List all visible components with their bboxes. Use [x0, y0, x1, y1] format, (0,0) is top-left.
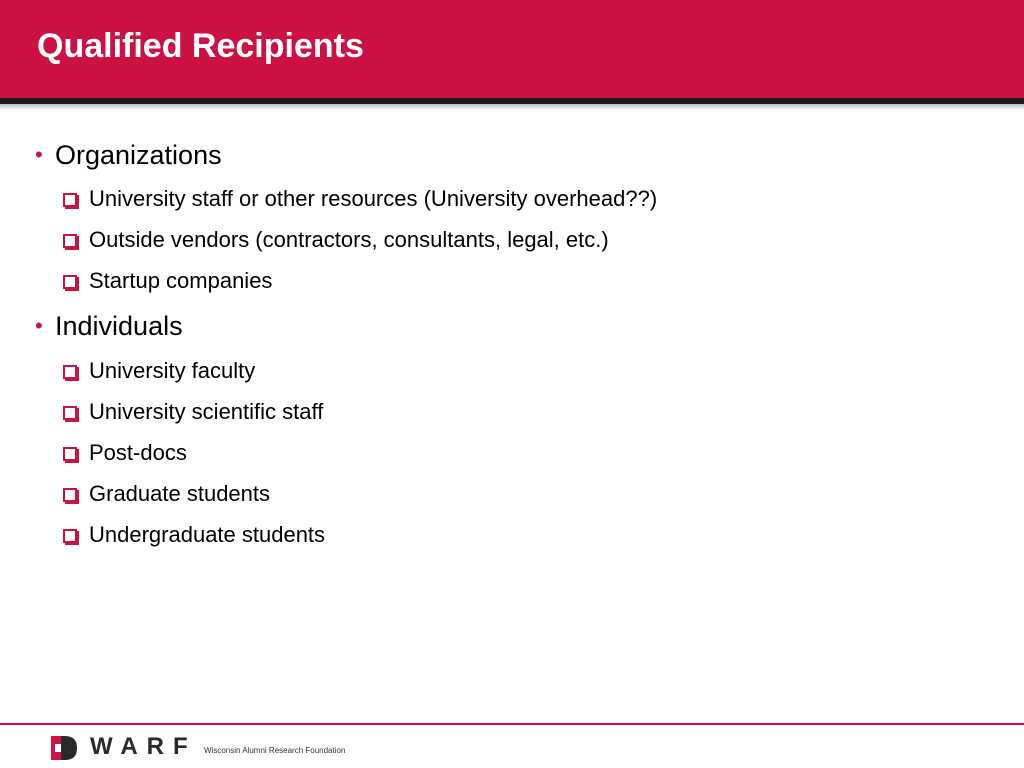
title-bar — [0, 0, 1024, 98]
checkbox-square-icon — [63, 193, 77, 207]
bullet-dot-icon: • — [35, 142, 43, 167]
sub-bullet — [63, 226, 609, 254]
logo-subtitle: Wisconsin Alumni Research Foundation — [204, 746, 346, 755]
bullet-individuals — [35, 309, 183, 343]
checkbox-square-icon — [63, 406, 77, 420]
bullet-organizations — [35, 138, 222, 172]
warf-logo-icon — [51, 736, 77, 760]
sub-bullet — [63, 439, 187, 467]
bullet-dot-icon: • — [35, 313, 43, 338]
checkbox-square-icon — [63, 529, 77, 543]
sub-bullet-label: University staff or other resources (University overhead??) — [89, 186, 658, 211]
sub-bullet-label: Outside vendors (contractors, consultants, legal, etc.) — [89, 227, 609, 252]
sub-bullet — [63, 480, 270, 508]
sub-bullet — [63, 357, 255, 385]
footer-divider — [0, 723, 1024, 725]
checkbox-square-icon — [63, 365, 77, 379]
sub-bullet-label: Startup companies — [89, 268, 273, 293]
bullet-label: Organizations — [55, 140, 222, 170]
logo-wordmark: WARF — [90, 733, 197, 760]
sub-bullet — [63, 521, 325, 549]
checkbox-square-icon — [63, 234, 77, 248]
slide-title: Qualified Recipients — [37, 27, 364, 65]
sub-bullet-label: Post-docs — [89, 440, 187, 465]
checkbox-square-icon — [63, 275, 77, 289]
sub-bullet-label: University faculty — [89, 358, 256, 383]
sub-bullet-label: Graduate students — [89, 481, 271, 506]
checkbox-square-icon — [63, 447, 77, 461]
sub-bullet — [63, 267, 272, 295]
sub-bullet-label: Undergraduate students — [89, 522, 326, 547]
sub-bullet-label: University scientific staff — [89, 399, 324, 424]
sub-bullet — [63, 185, 657, 213]
sub-bullet — [63, 398, 323, 426]
checkbox-square-icon — [63, 488, 77, 502]
title-divider-shadow — [0, 104, 1024, 110]
bullet-label: Individuals — [55, 311, 183, 341]
